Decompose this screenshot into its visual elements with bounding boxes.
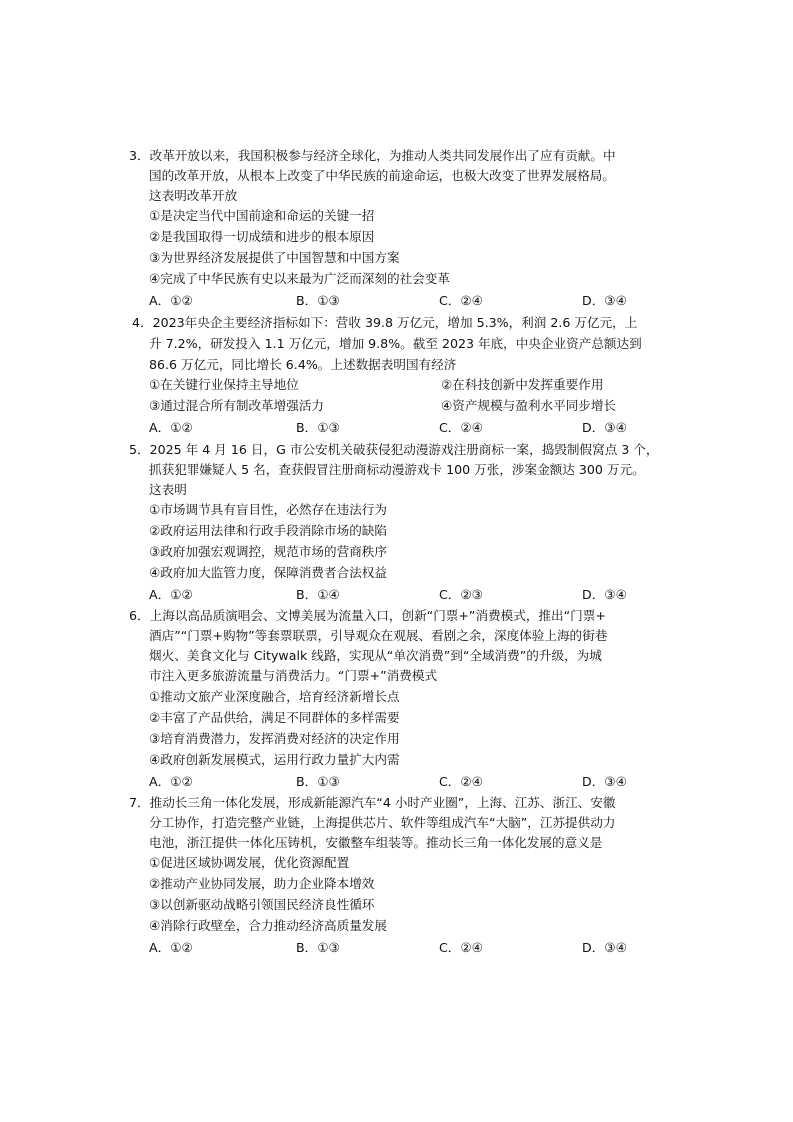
option-c[interactable]: C．②④ [439, 774, 483, 789]
choice-item: ②推动产业协同发展，助力企业降本增效 [149, 876, 375, 891]
choice-item: ②是我国取得一切成绩和进步的根本原因 [149, 229, 375, 244]
question-stem-line: 市注入更多旅游流量与消费活力。“门票+”消费模式 [149, 668, 438, 683]
option-d[interactable]: D．③④ [582, 940, 627, 955]
choice-item: ④政府创新发展模式，运用行政力量扩大内需 [149, 752, 400, 767]
question-stem-line: 86.6 万亿元，同比增长 6.4%。上述数据表明国有经济 [149, 357, 457, 372]
option-b[interactable]: B．①④ [296, 587, 340, 602]
question-stem-line: 升 7.2%，研发投入 1.1 万亿元，增加 9.8%。截至 2023 年底，中央企业资产总额达到 [149, 336, 642, 351]
choice-item: ③政府加强宏观调控，规范市场的营商秩序 [149, 544, 387, 559]
choice-item: ①市场调节具有盲目性，必然存在违法行为 [149, 502, 387, 517]
option-a[interactable]: A．①② [149, 940, 193, 955]
option-c[interactable]: C．②④ [439, 420, 483, 435]
question-stem-line: 5．2025 年 4 月 16 日，G 市公安机关破获侵犯动漫游戏注册商标一案，捣毁制假窝点 3 个， [129, 442, 659, 457]
choice-item: ②政府运用法律和行政手段消除市场的缺陷 [149, 523, 387, 538]
option-b[interactable]: B．①③ [296, 293, 340, 308]
option-d[interactable]: D．③④ [582, 774, 627, 789]
choice-item: ③培育消费潜力，发挥消费对经济的决定作用 [149, 731, 400, 746]
choice-item: ①促进区域协调发展，优化资源配置 [149, 855, 350, 870]
choice-item: ③以创新驱动战略引领国民经济良性循环 [149, 897, 375, 912]
question-stem-line: 抓获犯罪嫌疑人 5 名，查获假冒注册商标动漫游戏卡 100 万张，涉案金额达 300 万元。 [149, 462, 645, 477]
choice-item: ①是决定当代中国前途和命运的关键一招 [149, 208, 375, 223]
option-a[interactable]: A．①② [149, 774, 193, 789]
question-stem-line: 3．改革开放以来，我国积极参与经济全球化，为推动人类共同发展作出了应有贡献。中 [129, 148, 616, 163]
question-stem-line: 烟火、美食文化与 Citywalk 线路，实现从“单次消费”到“全域消费”的升级，为城 [149, 648, 602, 663]
choice-item: ④政府加大监管力度，保障消费者合法权益 [149, 565, 387, 580]
choice-item: ④消除行政壁垒，合力推动经济高质量发展 [149, 918, 387, 933]
question-stem-line: 4．2023年央企主要经济指标如下：营收 39.8 万亿元，增加 5.3%，利润 2.6 万亿元，上 [132, 315, 638, 330]
choice-item: ③通过混合所有制改革增强活力 [149, 398, 325, 413]
question-stem-line: 7．推动长三角一体化发展，形成新能源汽车“4 小时产业圈”，上海、江苏、浙江、安徽 [129, 795, 616, 810]
choice-item: ①在关键行业保持主导地位 [149, 377, 299, 392]
question-stem-line: 分工协作，打造完整产业链，上海提供芯片、软件等组成汽车“大脑”，江苏提供动力 [149, 815, 616, 830]
choice-item: ①推动文旅产业深度融合，培育经济新增长点 [149, 689, 400, 704]
option-c[interactable]: C．②④ [439, 940, 483, 955]
option-d[interactable]: D．③④ [582, 293, 627, 308]
option-c[interactable]: C．②③ [439, 587, 483, 602]
option-d[interactable]: D．③④ [582, 587, 627, 602]
option-d[interactable]: D．③④ [582, 420, 627, 435]
question-stem-line: 这表明 [149, 482, 187, 497]
question-stem-line: 酒店”“门票+购物”等套票联票，引导观众在观展、看剧之余，深度体验上海的街巷 [149, 628, 608, 643]
option-a[interactable]: A．①② [149, 420, 193, 435]
option-a[interactable]: A．①② [149, 293, 193, 308]
choice-item: ②丰富了产品供给，满足不同群体的多样需要 [149, 710, 400, 725]
option-b[interactable]: B．①③ [296, 420, 340, 435]
question-stem-line: 这表明改革开放 [149, 188, 238, 203]
option-b[interactable]: B．①③ [296, 774, 340, 789]
choice-item: ④资产规模与盈利水平同步增长 [441, 398, 617, 413]
question-stem-line: 电池，浙江提供一体化压铸机，安徽整车组装等。推动长三角一体化发展的意义是 [149, 835, 603, 850]
option-b[interactable]: B．①③ [296, 940, 340, 955]
option-c[interactable]: C．②④ [439, 293, 483, 308]
option-a[interactable]: A．①② [149, 587, 193, 602]
question-stem-line: 国的改革开放，从根本上改变了中华民族的前途命运，也极大改变了世界发展格局。 [149, 168, 615, 183]
choice-item: ③为世界经济发展提供了中国智慧和中国方案 [149, 250, 400, 265]
question-stem-line: 6．上海以高品质演唱会、文博美展为流量入口，创新“门票+”消费模式，推出“门票+ [129, 608, 606, 623]
choice-item: ②在科技创新中发挥重要作用 [441, 377, 604, 392]
choice-item: ④完成了中华民族有史以来最为广泛而深刻的社会变革 [149, 271, 450, 286]
